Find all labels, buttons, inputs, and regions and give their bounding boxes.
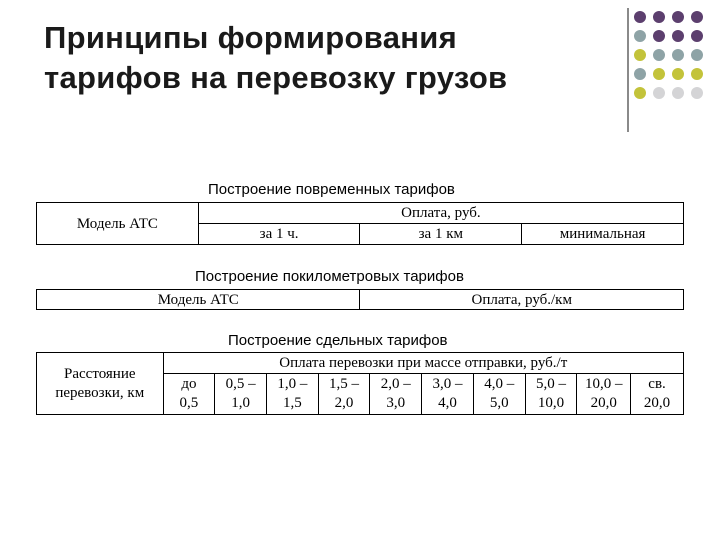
range-from: св. <box>648 376 666 392</box>
distance-header <box>37 353 164 415</box>
weight-range-header <box>631 374 684 415</box>
model-header: Модель АТС <box>37 290 360 310</box>
distance-header-line1: Расстояние <box>64 365 136 382</box>
per-hour-header: за 1 ч. <box>198 224 360 245</box>
decor-dot <box>691 49 703 61</box>
range-to: 5,0 <box>489 395 509 411</box>
piecework-tariff-table <box>36 352 684 415</box>
model-header: Модель АТС <box>37 203 199 245</box>
weight-range-header <box>318 374 370 415</box>
range-to: 3,0 <box>386 395 406 411</box>
time-tariff-table <box>36 202 684 245</box>
decor-dot <box>634 11 646 23</box>
decor-dot <box>634 68 646 80</box>
weight-range-header <box>215 374 267 415</box>
decor-dot <box>653 11 665 23</box>
payment-header: Оплата перевозки при массе отправки, руб./т <box>163 353 683 374</box>
decor-dot <box>691 11 703 23</box>
range-from: 5,0 – <box>535 376 566 392</box>
decor-dot <box>672 87 684 99</box>
slide-title <box>44 18 624 98</box>
decor-dot <box>653 87 665 99</box>
section2-caption: Построение покилометровых тарифов <box>195 268 464 285</box>
decor-dot <box>634 49 646 61</box>
distance-header-line2: перевозки, км <box>55 384 145 401</box>
decor-dot <box>691 68 703 80</box>
decor-dot <box>634 30 646 42</box>
range-from: 3,0 – <box>432 376 463 392</box>
decor-dot <box>691 87 703 99</box>
range-from: 2,0 – <box>380 376 411 392</box>
range-to: 2,0 <box>334 395 354 411</box>
weight-range-header <box>370 374 422 415</box>
decor-dot <box>691 30 703 42</box>
range-from: 4,0 – <box>484 376 515 392</box>
section3-caption: Построение сдельных тарифов <box>228 332 448 349</box>
range-to: 10,0 <box>537 395 565 411</box>
section1-caption: Построение повременных тарифов <box>208 181 455 198</box>
title-line-1: Принципы формирования <box>44 20 458 55</box>
decor-dot <box>653 30 665 42</box>
decor-dot <box>634 87 646 99</box>
range-to: 4,0 <box>438 395 457 411</box>
range-to: 20,0 <box>643 395 671 411</box>
range-to: 1,0 <box>231 395 250 411</box>
weight-range-header <box>266 374 318 415</box>
weight-range-header <box>473 374 525 415</box>
range-from: 1,5 – <box>329 376 360 392</box>
weight-range-header <box>163 374 215 415</box>
decor-dot <box>672 68 684 80</box>
decor-dot <box>653 49 665 61</box>
decorative-dot-grid <box>634 11 714 111</box>
title-line-2: тарифов на перевозку грузов <box>44 60 508 95</box>
per-km-header: за 1 км <box>360 224 522 245</box>
decor-dot <box>672 11 684 23</box>
decor-dot <box>653 68 665 80</box>
range-from: 1,0 – <box>277 376 308 392</box>
weight-range-header <box>422 374 474 415</box>
minimal-header: минимальная <box>522 224 684 245</box>
range-from: 10,0 – <box>584 376 623 392</box>
payment-header: Оплата, руб. <box>198 203 683 224</box>
range-to: 20,0 <box>590 395 617 411</box>
distance-tariff-table <box>36 289 684 310</box>
title-divider <box>627 8 629 132</box>
range-from: до <box>181 376 197 392</box>
range-to: 0,5 <box>179 395 199 411</box>
decor-dot <box>672 49 684 61</box>
weight-range-header <box>577 374 631 415</box>
payment-header: Оплата, руб./км <box>360 290 684 310</box>
decor-dot <box>672 30 684 42</box>
range-from: 0,5 – <box>225 376 256 392</box>
range-to: 1,5 <box>282 395 302 411</box>
weight-range-header <box>525 374 577 415</box>
